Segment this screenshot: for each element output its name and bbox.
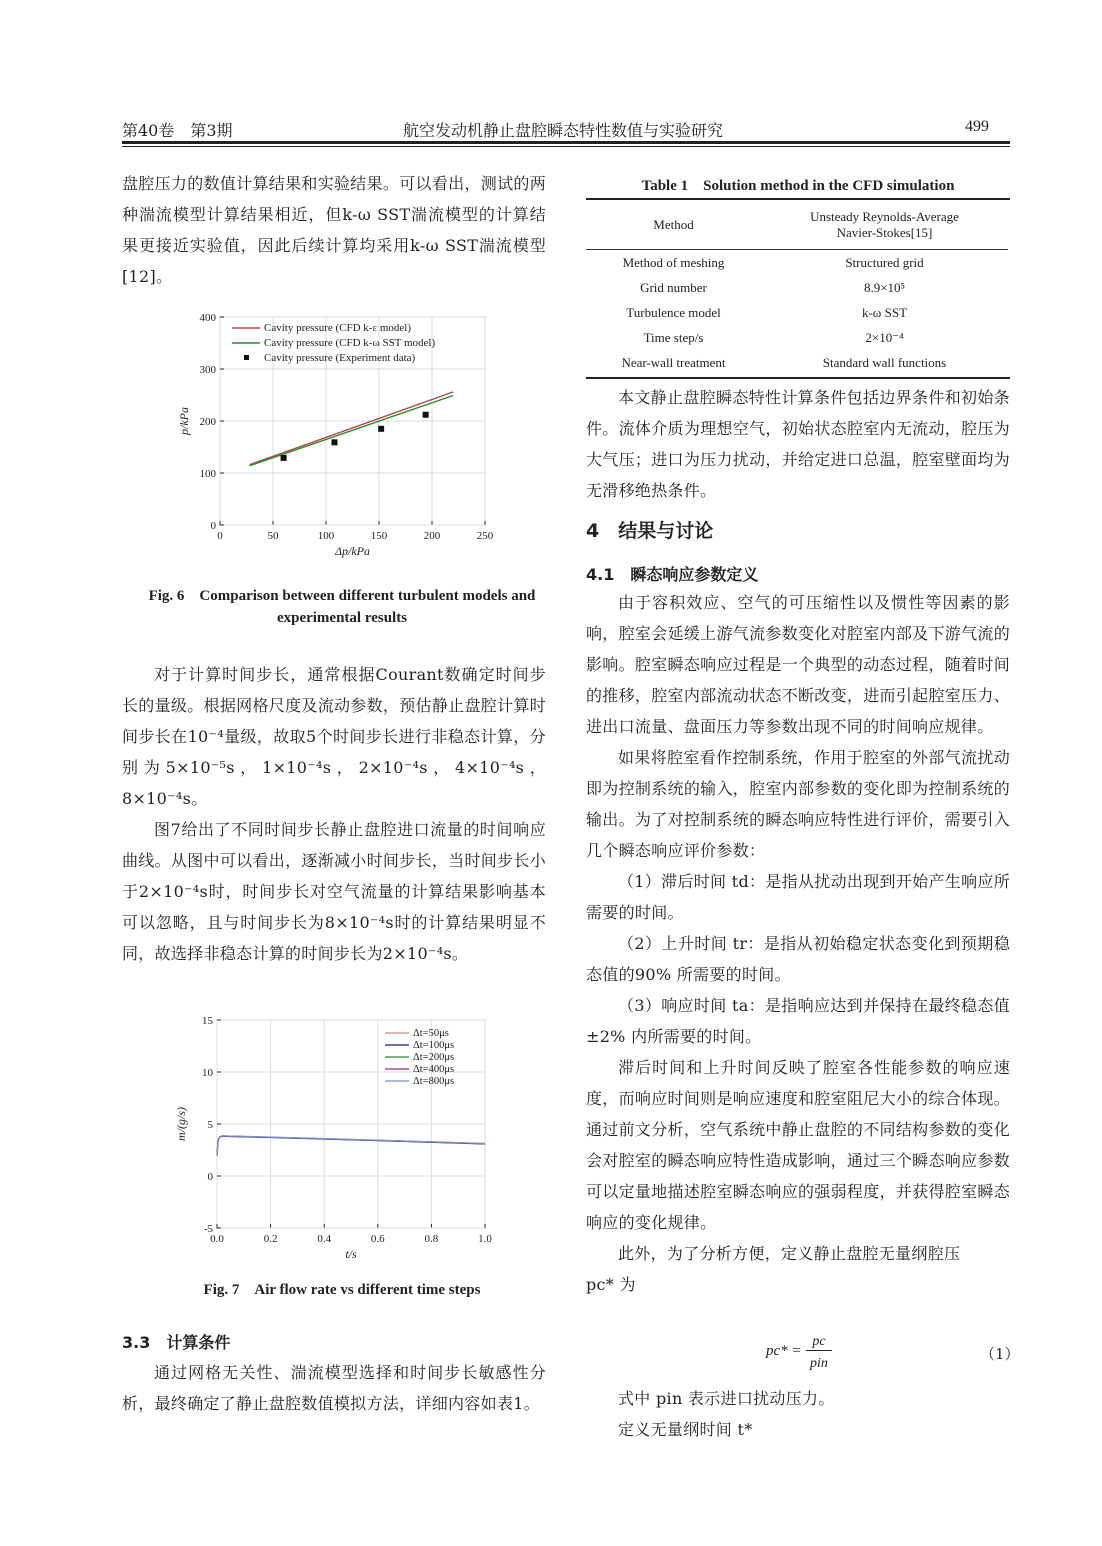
data-point-series-3 xyxy=(423,412,429,418)
page-number: 499 xyxy=(965,118,989,135)
y-tick-label: 10 xyxy=(202,1067,213,1079)
paragraph: 盘腔压力的数值计算结果和实验结果。可以看出，测试的两种湍流模型计算结果相近，但k-ω SST湍流模型的计算结果更接近实验值，因此后续计算均采用k-ω SST湍流模型[12]。 xyxy=(122,174,546,286)
table-cell: 2×10⁻⁴ xyxy=(865,329,904,345)
table-cell: Method of meshing xyxy=(622,254,725,270)
table-row xyxy=(586,201,1008,250)
data-point-series-3 xyxy=(378,426,384,432)
fig7-caption: Fig. 7 Air flow rate vs different time steps xyxy=(203,1282,481,1298)
x-tick-label: 0.4 xyxy=(317,1233,332,1245)
y-axis-label: m/(g/s) xyxy=(174,1107,188,1141)
equation-number: （1） xyxy=(980,1345,1020,1363)
table1-caption: Table 1 Solution method in the CFD simulation xyxy=(641,178,955,194)
data-point-series-3 xyxy=(281,455,287,461)
table-cell: Standard wall functions xyxy=(822,354,947,370)
paragraph: 对于计算时间步长，通常根据Courant数确定时间步长的量级。根据网格尺度及流动参数，预估静止盘腔计算时间步长在10⁻⁴量级，故取5个时间步长进行非稳态计算，分别为5×10⁻⁵s，1×10⁻⁴s，2×10⁻⁴s，4×10⁻⁴s，8×10⁻⁴s。 图7给出了不同时间步长静止盘腔进口流量的时间响应曲线。从图中可以看出，逐渐减小时间步长，当时间步长小于2×10⁻⁴s时，时间步长对空气流量的计算结果影响基本可以忽略，且与时间步长为8×10⁻⁴s时的计算结果明显不同，故选择非稳态计算的时间步长为2×10⁻⁴s。 xyxy=(122,665,546,963)
fig7-chart xyxy=(165,1008,505,1266)
paragraph: 由于容积效应、空气的可压缩性以及惯性等因素的影响，腔室会延缓上游气流参数变化对腔室内部及下游气流的影响。腔室瞬态响应过程是一个典型的动态过程，随着时间的推移，腔室内部流动状态不断改变，进而引起腔室压力、进出口流量、盘面压力等参数出现不同的时间响应规律。 如果将腔室看作控制系统，作用于腔室的外部气流扰动即为控制系统的输入，腔室内部参数的变化即为控制系统的输出。为了对控制系统的瞬态响应特性进行评价，需要引入几个瞬态响应评价参数： （1）滞后时间 td：是指从扰动出现到开始产生响应所需要的时间。 （2）上升时间 tr：是指从初始稳定状态变化到预期稳态值的90% 所需要的时间。 （3）响应时间 ta：是指响应达到并保持在最终稳态值±2% 内所需要的时间。 滞后时间和上升时间反映了腔室各性能参数的响应速度，而响应时间则是响应速度和腔室阻尼大小的综合体现。通过前文分析，空气系统中静止盘腔的不同结构参数的变化会对腔室的瞬态响应特性造成影响，通过三个瞬态响应参数可以定量地描述腔室瞬态响应的强弱程度，并获得腔室瞬态响应的变化规律。 此外，为了分析方便，定义静止盘腔无量纲腔压 pc* 为 xyxy=(586,593,1010,1294)
x-tick-label: 150 xyxy=(370,530,388,542)
table-cell: Unsteady Reynolds-Average Navier-Stokes[15] xyxy=(761,201,1008,250)
y-tick-label: 15 xyxy=(202,1015,213,1027)
legend-label: Δt=50μs xyxy=(413,1028,449,1039)
legend-label: Cavity pressure (Experiment data) xyxy=(264,352,416,364)
paragraph: 式中 pin 表示进口扰动压力。 定义无量纲时间 t* xyxy=(618,1389,835,1439)
x-tick-label: 250 xyxy=(476,530,494,542)
table-row xyxy=(586,325,1008,350)
y-tick-label: 300 xyxy=(199,364,216,376)
header-rule-thin xyxy=(122,146,1010,147)
table-row xyxy=(586,300,1008,325)
x-tick-label: 0 xyxy=(217,530,223,542)
x-tick-label: 100 xyxy=(317,530,335,542)
table-bottom-rule xyxy=(586,377,1010,379)
legend-swatch xyxy=(244,355,249,360)
series-line-5 xyxy=(217,1136,485,1155)
table-cell: Grid number xyxy=(640,279,707,295)
table-cell: Turbulence model xyxy=(626,304,721,320)
section-heading-3-3: 3.3 计算条件 xyxy=(122,1333,231,1352)
table-cell: Structured grid xyxy=(845,254,924,270)
y-tick-label: 0 xyxy=(210,520,216,532)
series-line-series-1 xyxy=(250,392,454,465)
y-tick-label: 400 xyxy=(199,312,216,324)
table-cell: Time step/s xyxy=(643,329,704,345)
fig6-chart xyxy=(165,305,505,570)
fig6-caption-line2: experimental results xyxy=(276,610,408,626)
y-tick-label: 200 xyxy=(199,416,216,428)
equation-lhs: pc* = xyxy=(766,1343,802,1359)
legend-label: Δt=800μs xyxy=(413,1076,455,1087)
fig6-caption-line1: Fig. 6 Comparison between different turbulent models and xyxy=(148,588,536,604)
table-row xyxy=(586,275,1008,300)
table-cell: Near-wall treatment xyxy=(621,354,726,370)
data-point-series-3 xyxy=(331,439,337,445)
x-axis-label: Δp/kPa xyxy=(334,544,371,558)
equation-numerator: pc xyxy=(806,1334,832,1351)
y-tick-label: 100 xyxy=(199,468,216,480)
y-tick-label: 5 xyxy=(207,1119,213,1131)
series-line-series-2 xyxy=(250,396,454,466)
x-tick-label: 200 xyxy=(423,530,441,542)
equation-denominator: pin xyxy=(810,1356,828,1371)
table1 xyxy=(586,201,1008,375)
y-axis-label: p/kPa xyxy=(177,407,191,435)
y-tick-label: -5 xyxy=(203,1223,213,1235)
section-heading-4: 4 结果与讨论 xyxy=(586,520,714,542)
section-heading-4-1: 4.1 瞬态响应参数定义 xyxy=(586,565,759,584)
x-tick-label: 50 xyxy=(267,530,279,542)
x-axis-label: t/s xyxy=(345,1247,357,1261)
legend-label: Δt=100μs xyxy=(413,1040,455,1051)
x-tick-label: 1.0 xyxy=(478,1233,492,1245)
paragraph: 本文静止盘腔瞬态特性计算条件包括边界条件和初始条件。流体介质为理想空气，初始状态腔室内无流动，腔压为大气压；进口为压力扰动，并给定进口总温，腔室壁面均为无滑移绝热条件。 xyxy=(586,388,1010,500)
series-line-4 xyxy=(217,1136,485,1155)
journal-volume: 第40卷 第3期 xyxy=(122,121,233,140)
x-tick-label: 0.6 xyxy=(370,1233,385,1245)
x-tick-label: 0.2 xyxy=(263,1233,278,1245)
table-row xyxy=(586,250,1008,276)
header-rule xyxy=(122,141,1010,144)
legend-label: Cavity pressure (CFD k-ω SST model) xyxy=(264,337,436,349)
running-title: 航空发动机静止盘腔瞬态特性数值与实验研究 xyxy=(403,121,724,140)
legend-label: Δt=200μs xyxy=(413,1052,455,1063)
legend-label: Δt=400μs xyxy=(413,1064,455,1075)
legend-label: Cavity pressure (CFD k-ε model) xyxy=(264,322,411,334)
x-tick-label: 0.8 xyxy=(424,1233,439,1245)
table-cell: 8.9×10⁵ xyxy=(863,279,906,295)
table-cell: k-ω SST xyxy=(861,304,908,320)
table-cell: Method xyxy=(586,201,761,250)
y-tick-label: 0 xyxy=(207,1171,213,1183)
table-row xyxy=(586,350,1008,375)
paragraph: 通过网格无关性、湍流模型选择和时间步长敏感性分析，最终确定了静止盘腔数值模拟方法，详细内容如表1。 xyxy=(122,1363,546,1413)
x-tick-label: 0.0 xyxy=(210,1233,224,1245)
table-top-rule xyxy=(586,198,1010,200)
